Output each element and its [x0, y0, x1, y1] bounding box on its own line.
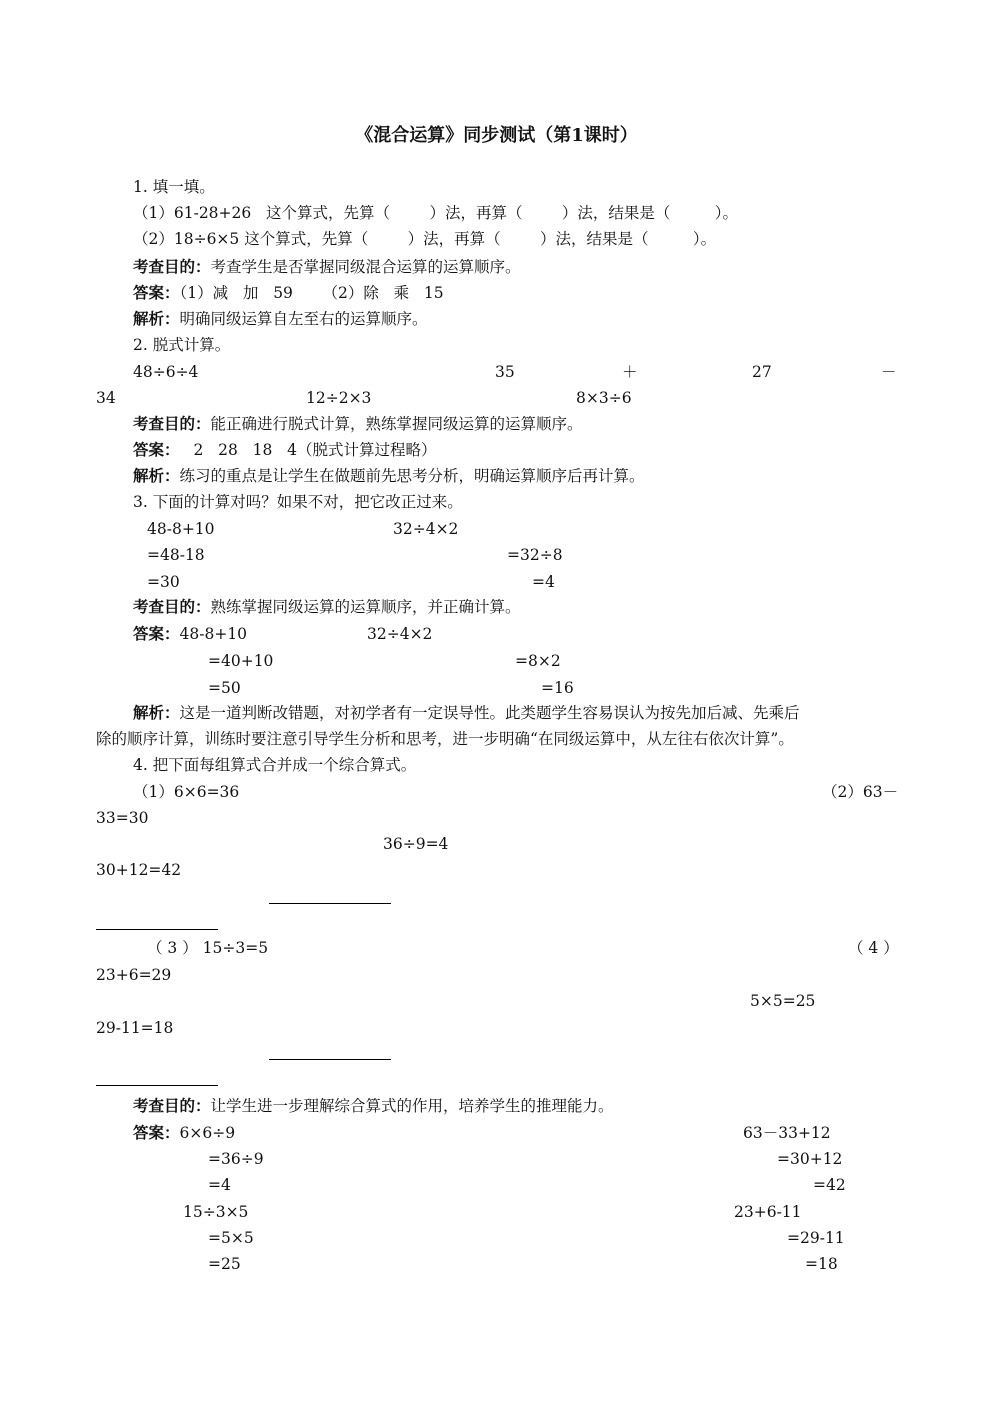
page-title: 《混合运算》同步测试（第1课时）: [355, 125, 638, 146]
q4-purpose: [133, 1096, 614, 1116]
q2-expr-3: 12÷2×3: [306, 389, 372, 407]
q2-expr-2d: －: [881, 363, 897, 381]
answer-blank-1: [269, 903, 391, 904]
analysis-label: 解析：: [133, 703, 180, 722]
q1-answer-text: （1）减 加 59 （2）除 乘 15: [179, 284, 444, 302]
purpose-label: 考查目的：: [133, 257, 211, 276]
q3-left-line-2: =48-18: [147, 546, 205, 564]
q4-answer-2-line-3: =42: [813, 1176, 846, 1194]
q3-answer-right-line-2: =8×2: [515, 652, 561, 670]
q4-answer-2-line-2: =30+12: [777, 1150, 843, 1168]
q4-part4-line-2: 23+6=29: [96, 966, 172, 984]
q3-right-line-3: =4: [532, 573, 555, 591]
q1-analysis: [133, 309, 428, 329]
q3-right-line-2: =32÷8: [507, 546, 563, 564]
q1-item-1: （1）61-28+26 这个算式，先算（ ）法，再算（ ）法，结果是（ ）。: [133, 204, 738, 222]
q3-answer-left-line-3: =50: [208, 679, 241, 697]
q4-answer-4-line-1: 23+6-11: [734, 1203, 802, 1221]
answer-label: 答案：: [133, 1123, 180, 1142]
q2-expr-4: 8×3÷6: [576, 389, 632, 407]
q4-answer-4-line-2: =29-11: [787, 1229, 845, 1247]
q2-answer-text: 2 28 18 4（脱式计算过程略）: [193, 441, 437, 459]
q3-left-line-1: 48-8+10: [147, 520, 215, 538]
q4-part2-line-1: （2）63－: [822, 783, 899, 801]
q3-analysis-line-1: 这是一道判断改错题，对初学者有一定误导性。此类题学生容易误认为按先加后减、先乘后: [179, 704, 800, 722]
q3-analysis: [133, 703, 800, 723]
q2-expr-2a: 35: [495, 363, 515, 381]
q2-purpose-text: 能正确进行脱式计算，熟练掌握同级运算的运算顺序。: [210, 415, 583, 433]
q4-part1-line-2: 36÷9=4: [383, 835, 449, 853]
q3-purpose: [133, 597, 521, 617]
q3-answer-left-line-1: 48-8+10: [179, 625, 248, 643]
purpose-label: 考查目的：: [133, 414, 211, 433]
q2-purpose: [133, 414, 583, 434]
q2-analysis: [133, 466, 645, 486]
q3-left-line-3: =30: [147, 573, 180, 591]
q4-answer-1-line-3: =4: [208, 1176, 231, 1194]
q1-heading: 1. 填一填。: [133, 178, 215, 196]
q3-answer-left-1: [133, 624, 247, 644]
answer-blank-2: [96, 929, 218, 930]
q2-expr-2c: 27: [752, 363, 772, 381]
q4-heading: 4. 把下面每组算式合并成一个综合算式。: [133, 756, 417, 774]
q1-item-2: （2）18÷6×5 这个算式，先算（ ）法，再算（ ）法，结果是（ ）。: [133, 230, 717, 248]
q4-answer-1-line-2: =36÷9: [208, 1150, 264, 1168]
q3-analysis-line-2: 除的顺序计算，训练时要注意引导学生分析和思考，进一步明确“在同级运算中，从左往右依次计算”。: [96, 730, 794, 748]
q3-answer-right-line-3: =16: [541, 679, 574, 697]
answer-label: 答案：: [133, 624, 180, 643]
q4-part3-line-1: （ 3 ） 15÷3=5: [147, 939, 269, 957]
q1-analysis-text: 明确同级运算自左至右的运算顺序。: [179, 310, 428, 328]
q1-purpose: [133, 257, 521, 277]
q4-answer-3-line-2: =5×5: [208, 1229, 254, 1247]
answer-label: 答案：: [133, 440, 180, 459]
q4-part4-line-3: 29-11=18: [96, 1019, 174, 1037]
q3-answer-right-line-1: 32÷4×2: [367, 625, 433, 643]
q2-heading: 2. 脱式计算。: [133, 336, 231, 354]
q3-heading: 3. 下面的计算对吗？如果不对，把它改正过来。: [133, 493, 463, 511]
q1-purpose-text: 考查学生是否掌握同级混合运算的运算顺序。: [210, 258, 521, 276]
q4-answer-2-line-1: 63－33+12: [743, 1124, 831, 1142]
analysis-label: 解析：: [133, 309, 180, 328]
q3-answer-left-line-2: =40+10: [208, 652, 274, 670]
q4-answer-4-line-3: =18: [805, 1255, 838, 1273]
q4-part2-line-2: 33=30: [96, 809, 149, 827]
q4-answer-3-line-3: =25: [208, 1255, 241, 1273]
q1-answer: [133, 283, 444, 303]
q2-answer: [133, 440, 437, 460]
answer-blank-3: [269, 1059, 391, 1060]
q2-expr-1: 48÷6÷4: [133, 363, 199, 381]
q4-purpose-text: 让学生进一步理解综合算式的作用，培养学生的推理能力。: [210, 1097, 614, 1115]
q3-right-line-1: 32÷4×2: [393, 520, 459, 538]
q4-answer-3-line-1: 15÷3×5: [183, 1203, 249, 1221]
analysis-label: 解析：: [133, 466, 180, 485]
q4-answer-1-line-1: [133, 1123, 235, 1143]
q2-expr-2b: ＋: [622, 363, 638, 381]
q4-part2-line-3: 30+12=42: [96, 861, 182, 879]
answer-blank-4: [96, 1085, 218, 1086]
q4-part1-line-1: （1）6×6=36: [133, 783, 240, 801]
purpose-label: 考查目的：: [133, 597, 211, 616]
q4-part4-line-1: （ 4 ）: [848, 939, 899, 957]
answer-label: 答案：: [133, 283, 180, 302]
q4-answer-1-text: 6×6÷9: [179, 1124, 236, 1142]
q2-analysis-text: 练习的重点是让学生在做题前先思考分析，明确运算顺序后再计算。: [179, 467, 645, 485]
purpose-label: 考查目的：: [133, 1096, 211, 1115]
q2-expr-2e: 34: [96, 389, 116, 407]
q3-purpose-text: 熟练掌握同级运算的运算顺序，并正确计算。: [210, 598, 521, 616]
q4-part3-line-2: 5×5=25: [750, 992, 816, 1010]
